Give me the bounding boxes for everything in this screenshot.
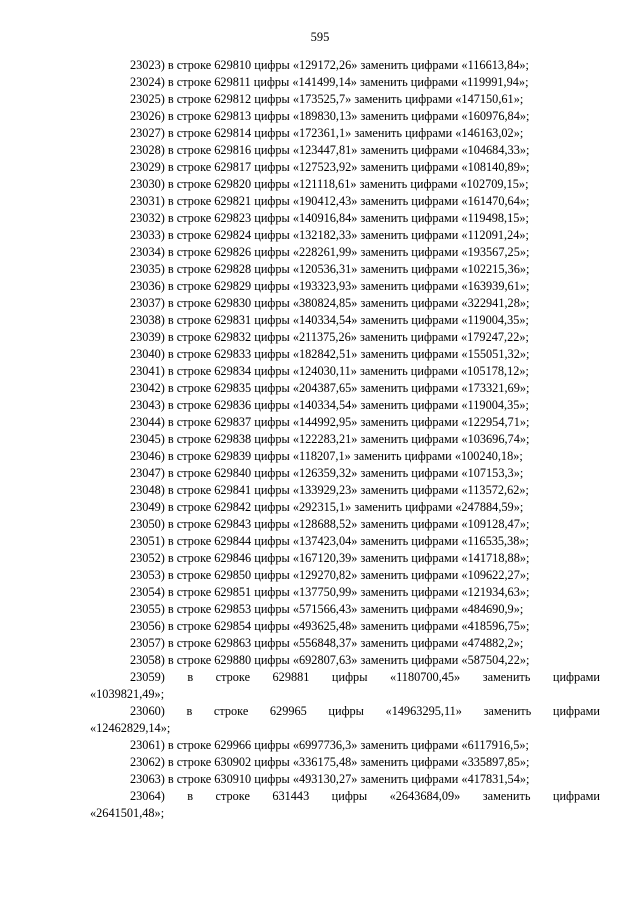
- list-item: 23046) в строке 629839 цифры «118207,1» заменить цифрами «100240,18»;: [130, 449, 523, 463]
- page-number: 595: [310, 30, 330, 44]
- list-item: 23039) в строке 629832 цифры «211375,26» заменить цифрами «179247,22»;: [130, 330, 529, 344]
- list-item: 23043) в строке 629836 цифры «140334,54» заменить цифрами «119004,35»;: [130, 398, 529, 412]
- list-item-continuation: «12462829,14»;: [90, 721, 171, 735]
- list-item: 23028) в строке 629816 цифры «123447,81» заменить цифрами «104684,33»;: [130, 143, 530, 157]
- list-item: 23042) в строке 629835 цифры «204387,65» заменить цифрами «173321,69»;: [130, 381, 530, 395]
- list-item: 23050) в строке 629843 цифры «128688,52» заменить цифрами «109128,47»;: [130, 517, 530, 531]
- list-item: 23044) в строке 629837 цифры «144992,95» заменить цифрами «122954,71»;: [130, 415, 530, 429]
- list-item: 23040) в строке 629833 цифры «182842,51» заменить цифрами «155051,32»;: [130, 347, 530, 361]
- list-item: 23048) в строке 629841 цифры «133929,23» заменить цифрами «113572,62»;: [130, 483, 529, 497]
- list-item: 23060) в строке 629965 цифры «14963295,11» заменить цифрами: [130, 704, 600, 718]
- list-item: 23036) в строке 629829 цифры «193323,93» заменить цифрами «163939,61»;: [130, 279, 530, 293]
- list-item: 23058) в строке 629880 цифры «692807,63» заменить цифрами «587504,22»;: [130, 653, 530, 667]
- list-item: 23064) в строке 631443 цифры «2643684,09» заменить цифрами: [130, 789, 600, 803]
- list-item: 23053) в строке 629850 цифры «129270,82» заменить цифрами «109622,27»;: [130, 568, 530, 582]
- list-item: 23056) в строке 629854 цифры «493625,48» заменить цифрами «418596,75»;: [130, 619, 530, 633]
- list-item: 23037) в строке 629830 цифры «380824,85» заменить цифрами «322941,28»;: [130, 296, 530, 310]
- list-item: 23025) в строке 629812 цифры «173525,7» заменить цифрами «147150,61»;: [130, 92, 524, 106]
- list-item: 23059) в строке 629881 цифры «1180700,45» заменить цифрами: [130, 670, 600, 684]
- list-item: 23033) в строке 629824 цифры «132182,33» заменить цифрами «112091,24»;: [130, 228, 529, 242]
- list-item: 23026) в строке 629813 цифры «189830,13» заменить цифрами «160976,84»;: [130, 109, 530, 123]
- list-item: 23055) в строке 629853 цифры «571566,43» заменить цифрами «484690,9»;: [130, 602, 524, 616]
- list-item: 23047) в строке 629840 цифры «126359,32» заменить цифрами «107153,3»;: [130, 466, 524, 480]
- list-item-continuation: «2641501,48»;: [90, 806, 165, 820]
- list-item: 23054) в строке 629851 цифры «137750,99» заменить цифрами «121934,63»;: [130, 585, 530, 599]
- list-item: 23034) в строке 629826 цифры «228261,99» заменить цифрами «193567,25»;: [130, 245, 530, 259]
- list-item: 23057) в строке 629863 цифры «556848,37» заменить цифрами «474882,2»;: [130, 636, 524, 650]
- list-item: 23027) в строке 629814 цифры «172361,1» заменить цифрами «146163,02»;: [130, 126, 524, 140]
- list-item: 23024) в строке 629811 цифры «141499,14» заменить цифрами «119991,94»;: [130, 75, 529, 89]
- list-item: 23062) в строке 630902 цифры «336175,48» заменить цифрами «335897,85»;: [130, 755, 530, 769]
- amendment-list: [90, 57, 600, 822]
- list-item: 23023) в строке 629810 цифры «129172,26» заменить цифрами «116613,84»;: [130, 58, 529, 72]
- list-item: 23032) в строке 629823 цифры «140916,84» заменить цифрами «119498,15»;: [130, 211, 529, 225]
- list-item: 23031) в строке 629821 цифры «190412,43» заменить цифрами «161470,64»;: [130, 194, 530, 208]
- list-item: 23038) в строке 629831 цифры «140334,54» заменить цифрами «119004,35»;: [130, 313, 529, 327]
- list-item-continuation: «1039821,49»;: [90, 687, 165, 701]
- list-item: 23049) в строке 629842 цифры «292315,1» заменить цифрами «247884,59»;: [130, 500, 524, 514]
- list-item: 23051) в строке 629844 цифры «137423,04» заменить цифрами «116535,38»;: [130, 534, 529, 548]
- list-item: 23035) в строке 629828 цифры «120536,31» заменить цифрами «102215,36»;: [130, 262, 530, 276]
- list-item: 23041) в строке 629834 цифры «124030,11» заменить цифрами «105178,12»;: [130, 364, 529, 378]
- list-item: 23063) в строке 630910 цифры «493130,27» заменить цифрами «417831,54»;: [130, 772, 530, 786]
- list-item: 23030) в строке 629820 цифры «121118,61» заменить цифрами «102709,15»;: [130, 177, 529, 191]
- list-item: 23052) в строке 629846 цифры «167120,39» заменить цифрами «141718,88»;: [130, 551, 530, 565]
- list-item: 23045) в строке 629838 цифры «122283,21» заменить цифрами «103696,74»;: [130, 432, 530, 446]
- list-item: 23029) в строке 629817 цифры «127523,92» заменить цифрами «108140,89»;: [130, 160, 530, 174]
- list-item: 23061) в строке 629966 цифры «6997736,3» заменить цифрами «6117916,5»;: [130, 738, 529, 752]
